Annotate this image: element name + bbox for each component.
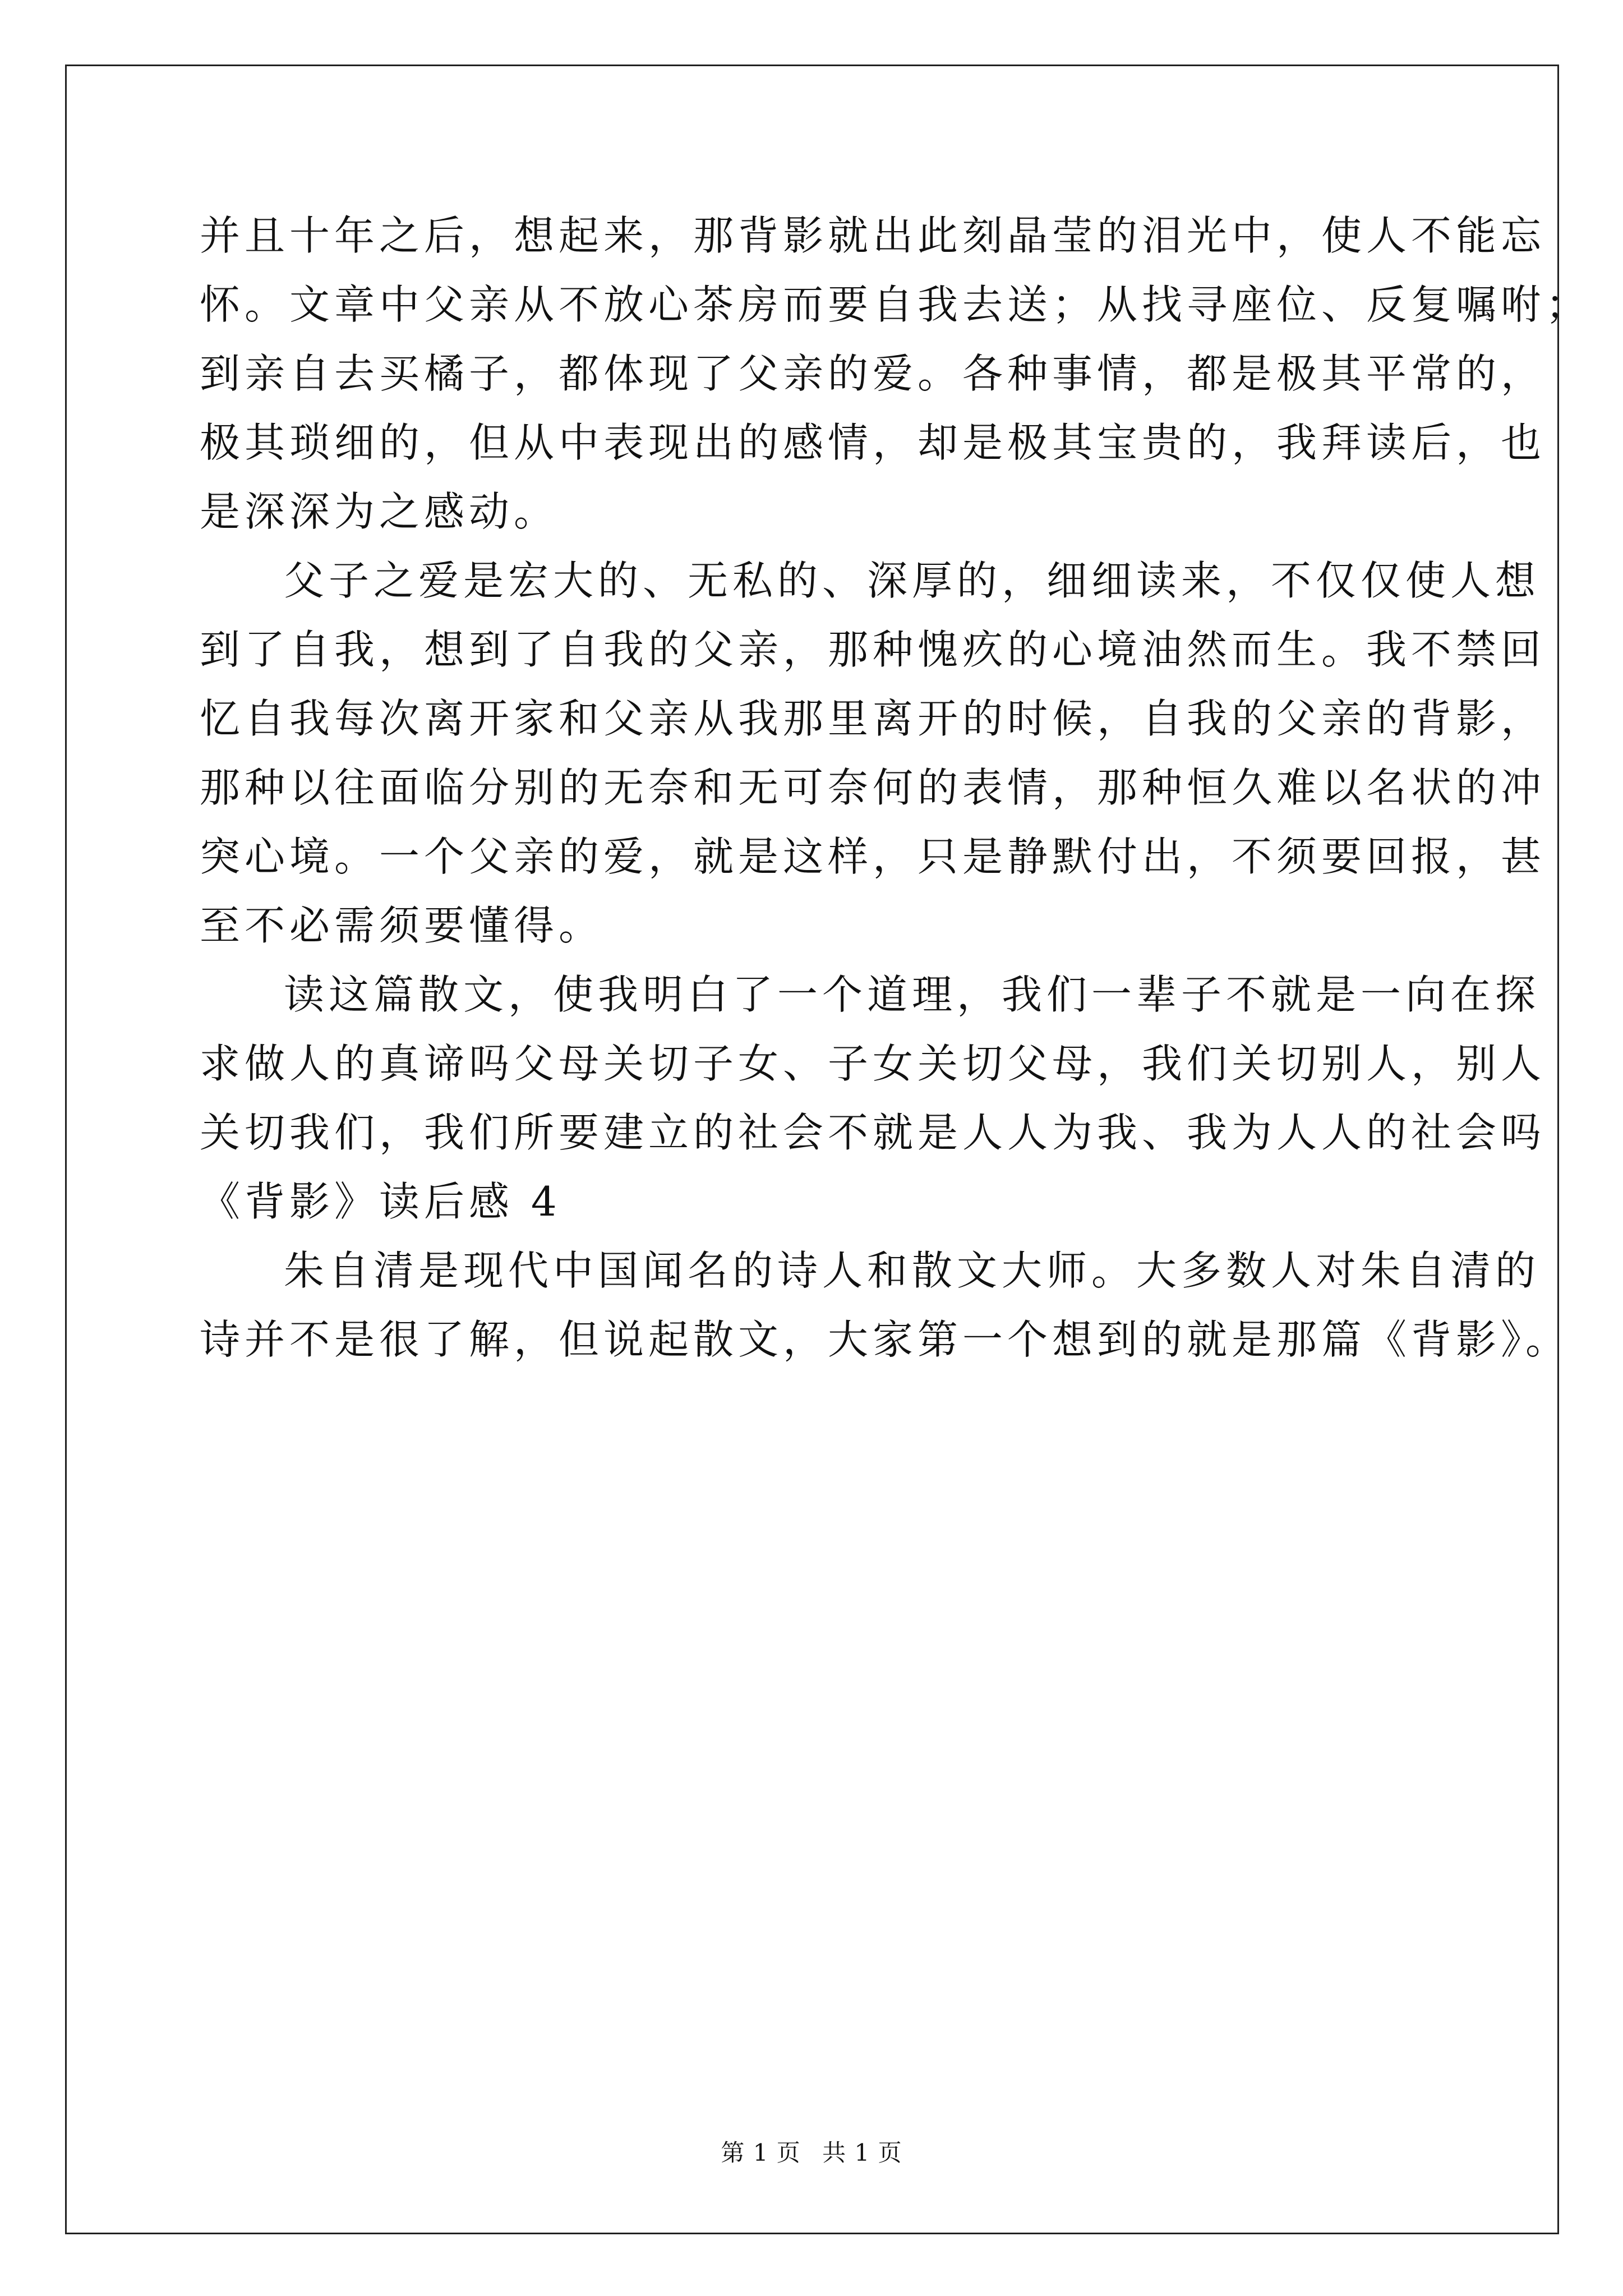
text-line-4: 极其琐细的，但从中表现出的感情，却是极其宝贵的，我拜读后，也 — [200, 419, 1546, 466]
text-line-17: 诗并不是很了解，但说起散文，大家第一个想到的就是那篇《背影》。 — [200, 1316, 1571, 1363]
section-heading: 《背影》读后感 4 — [200, 1178, 561, 1225]
text-line-7: 到了自我，想到了自我的父亲，那种愧疚的心境油然而生。我不禁回 — [200, 626, 1546, 673]
text-line-16: 朱自清是现代中国闻名的诗人和散文大师。大多数人对朱自清的 — [284, 1247, 1541, 1294]
text-line-3: 到亲自去买橘子，都体现了父亲的爱。各种事情，都是极其平常的， — [200, 350, 1546, 397]
page-total: 共 1 页 — [822, 2139, 902, 2166]
text-line-5: 是深深为之感动。 — [200, 488, 559, 535]
text-line-2: 怀。文章中父亲从不放心茶房而要自我去送；从找寻座位、反复嘱咐； — [200, 281, 1591, 328]
text-line-8: 忆自我每次离开家和父亲从我那里离开的时候，自我的父亲的背影， — [200, 695, 1546, 742]
text-line-11: 至不必需须要懂得。 — [200, 902, 604, 949]
page-number: 第 1 页 — [721, 2139, 801, 2166]
text-line-13: 求做人的真谛吗父母关切子女、子女关切父母，我们关切别人，别人 — [200, 1040, 1546, 1087]
text-line-14: 关切我们，我们所要建立的社会不就是人人为我、我为人人的社会吗 — [200, 1109, 1546, 1156]
text-line-9: 那种以往面临分别的无奈和无可奈何的表情，那种恒久难以名状的冲 — [200, 764, 1546, 811]
text-line-12: 读这篇散文，使我明白了一个道理，我们一辈子不就是一向在探 — [284, 971, 1541, 1018]
text-line-1: 并且十年之后，想起来，那背影就出此刻晶莹的泪光中，使人不能忘 — [200, 212, 1546, 259]
text-line-6: 父子之爱是宏大的、无私的、深厚的，细细读来，不仅仅使人想 — [284, 557, 1541, 604]
page-footer — [0, 2134, 1623, 2168]
text-line-10: 突心境。一个父亲的爱，就是这样，只是静默付出，不须要回报，甚 — [200, 833, 1546, 880]
